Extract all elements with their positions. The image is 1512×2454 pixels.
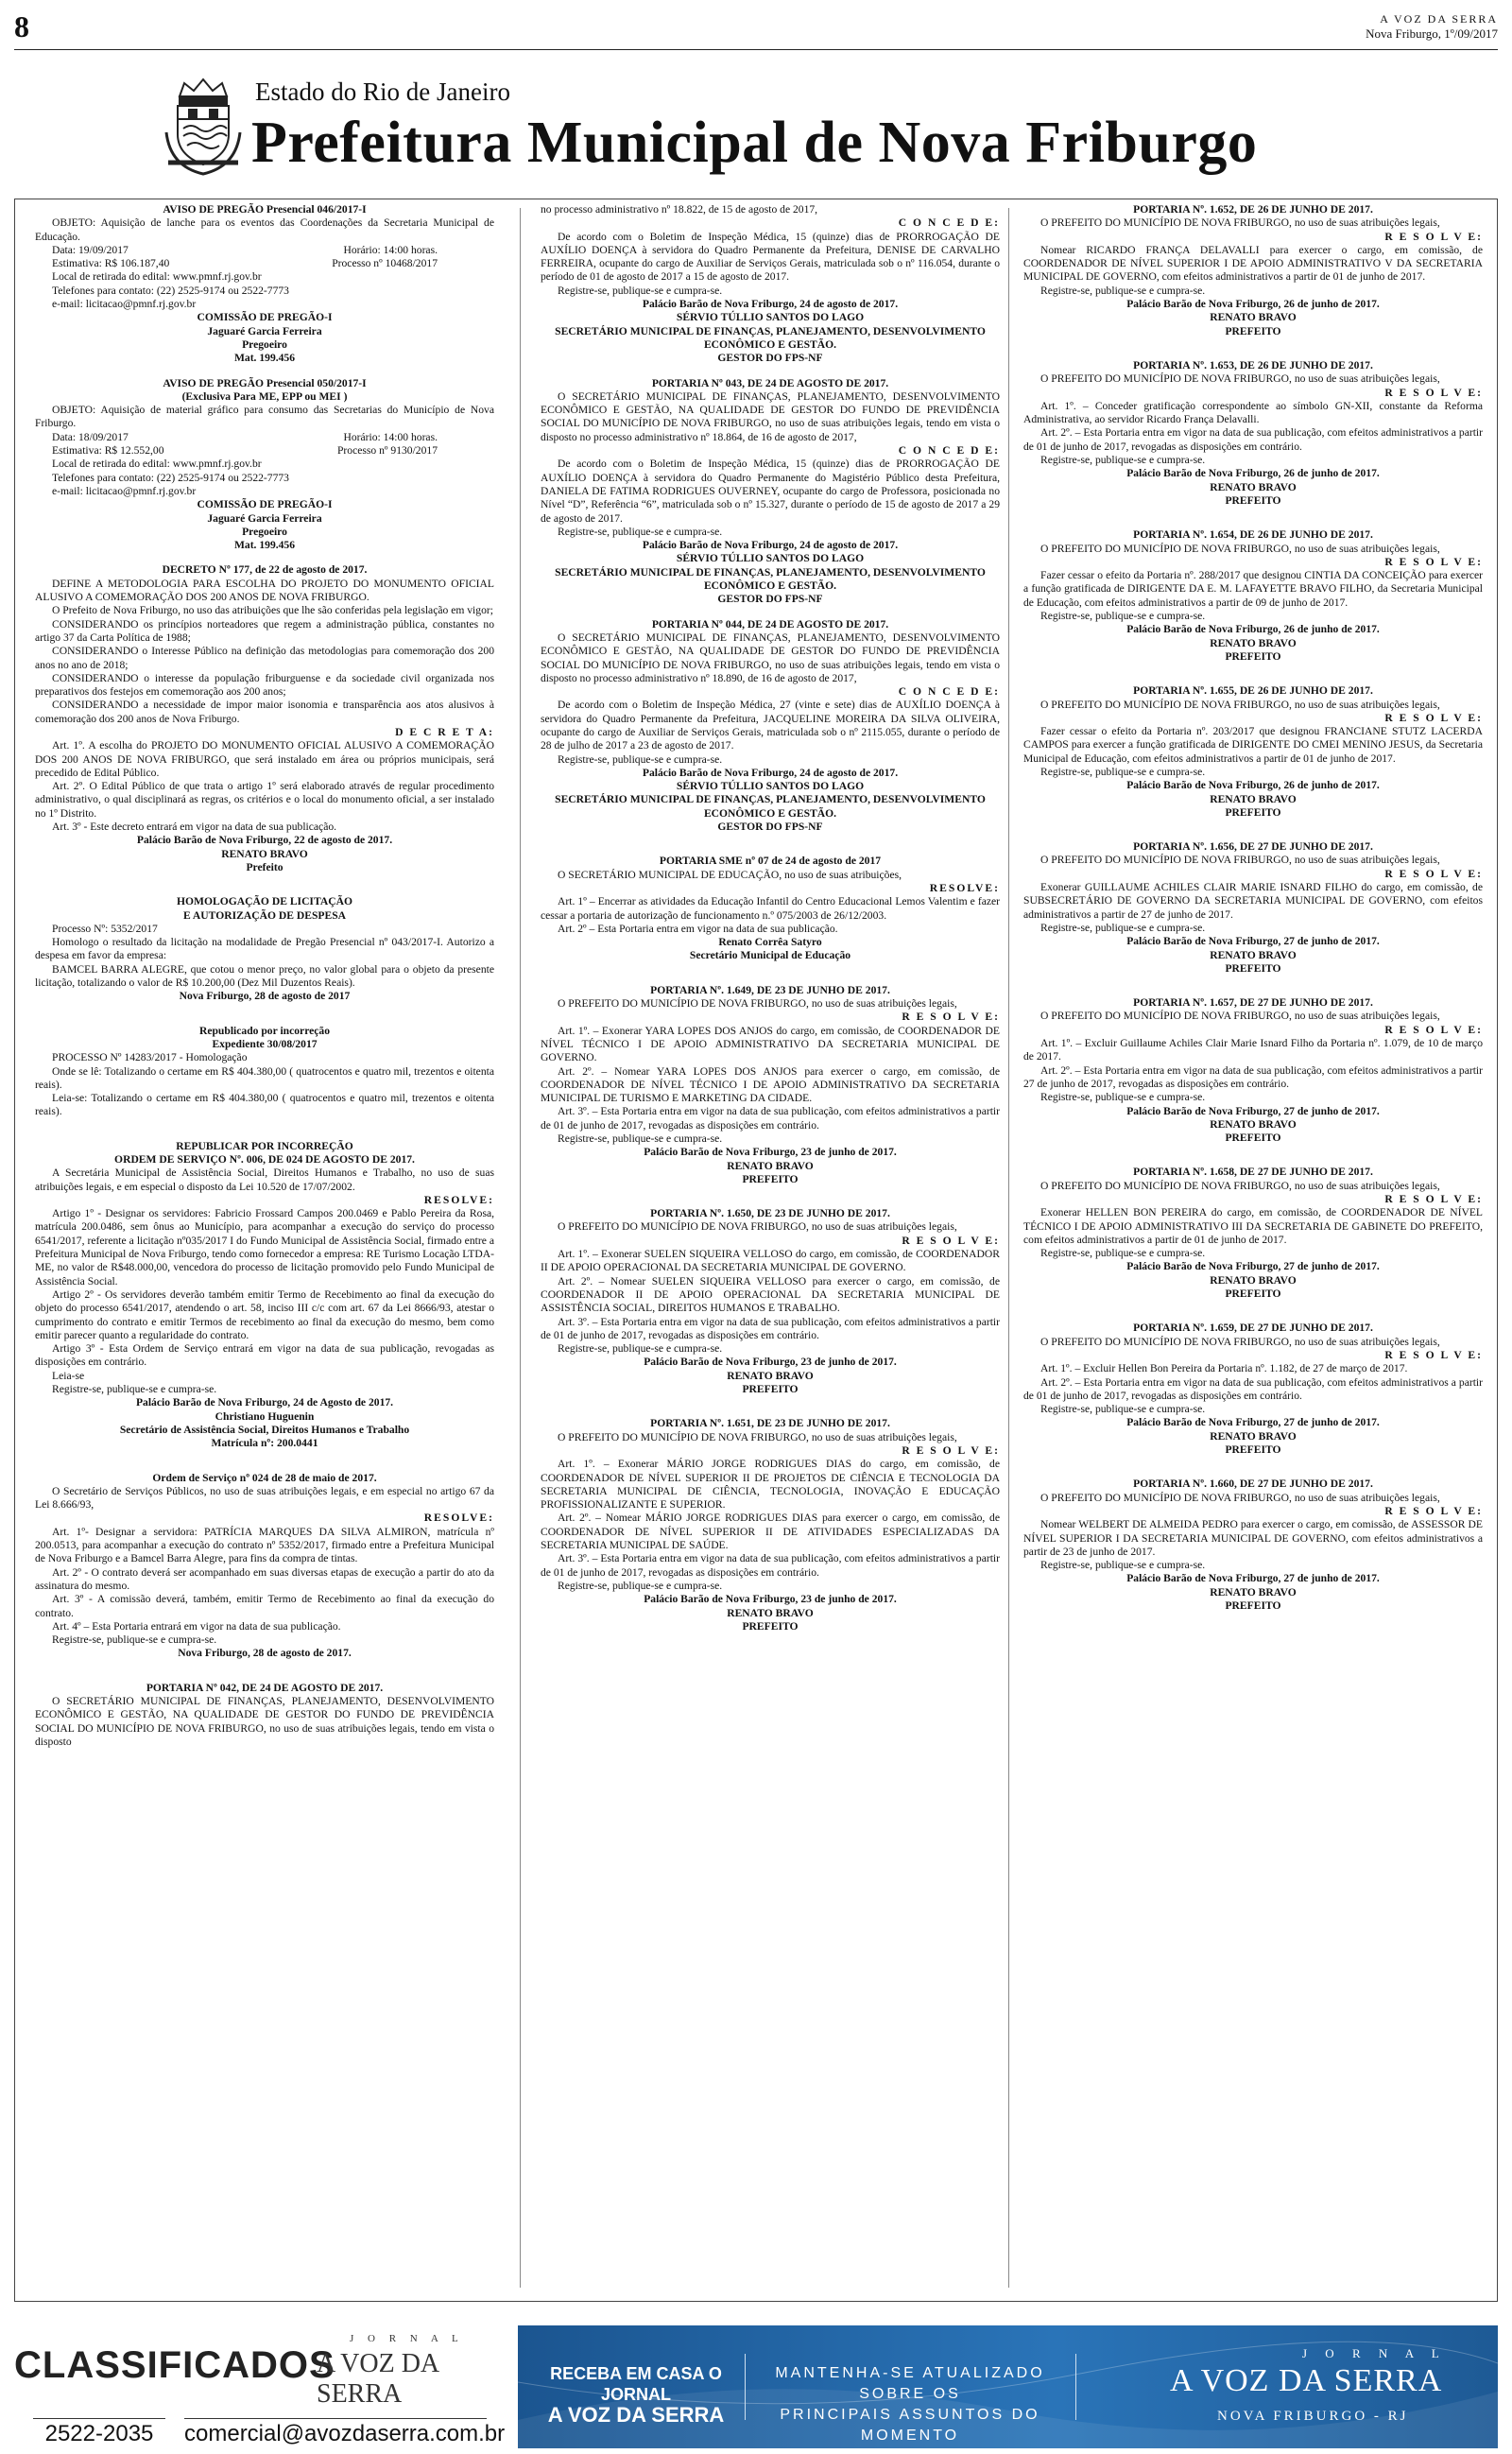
- body-paragraph: Art. 1º. – Exonerar YARA LOPES DOS ANJOS do cargo, em comissão, de COORDENADOR DE NÍVEL TÉCNICO I DE APOIO ADMINISTRATIVO DA SECRETARIA MUNICIPAL DE GOVERNO.: [541, 1024, 1000, 1064]
- info-row-left: Data: 18/09/2017: [52, 430, 129, 443]
- signature-line: Palácio Barão de Nova Friburgo, 23 de junho de 2017.: [644, 1356, 897, 1369]
- resolution-keyword: RESOLVE:: [423, 1512, 494, 1525]
- info-row-left: Data: 19/09/2017: [52, 243, 129, 256]
- body-paragraph: no processo administrativo nº 18.822, de 15 de agosto de 2017,: [541, 203, 818, 216]
- banner-divider: [1075, 2354, 1076, 2420]
- body-paragraph: Artigo 3º - Esta Ordem de Serviço entrará em vigor na data de sua publicação, revogadas as disposições em contrário.: [35, 1342, 494, 1369]
- body-paragraph: Art. 1º- Designar a servidora: PATRÍCIA MARQUES DA SILVA ALMIRON, matrícula nº 200.0513, para acompanhar a execução do contrato nº 5352/2017, firmado entre a Prefeitura Municipal de Nova Friburgo e a Bamcel Barra Alegre, para fins da compra de tintas.: [35, 1525, 494, 1565]
- signature-line: Palácio Barão de Nova Friburgo, 24 de Agosto de 2017.: [135, 1396, 394, 1409]
- signature-line: SECRETÁRIO MUNICIPAL DE FINANÇAS, PLANEJAMENTO, DESENVOLVIMENTO ECONÔMICO E GESTÃO.: [555, 565, 986, 593]
- resolution-keyword: R E S O L V E:: [1384, 1023, 1483, 1036]
- act-title: PORTARIA Nº. 1.660, DE 27 DE JUNHO DE 2017.: [1133, 1478, 1373, 1491]
- info-row: [35, 444, 494, 458]
- act-title: PORTARIA Nº. 1.649, DE 23 DE JUNHO DE 2017.: [650, 983, 890, 996]
- signature-line: PREFEITO: [1225, 324, 1281, 337]
- signature-line: Mat. 199.456: [233, 352, 296, 365]
- spacer: [541, 834, 1000, 843]
- body-paragraph: Registre-se, publique-se e cumpra-se.: [558, 1579, 723, 1592]
- body-paragraph: Leia-se: [52, 1369, 85, 1382]
- body-paragraph: Fazer cessar o efeito da Portaria nº. 288/2017 que designou CINTIA DA CONCEIÇÃO para exercer a função gratificada de DIRIGENTE DA E. M. LAFAYETTE BRAVO FILHO, da Secretaria Municipal de Educação, com efeitos administrativos a partir de 09 de junho de 2017.: [1023, 569, 1483, 609]
- column-divider: [520, 208, 521, 2288]
- city-label: NOVA FRIBURGO - RJ: [1217, 2409, 1409, 2424]
- signature-line: RENATO BRAVO: [1210, 1429, 1297, 1443]
- signature-line: (Exclusiva Para ME, EPP ou MEI ): [181, 389, 348, 403]
- subscription-banner[interactable]: [518, 2325, 1498, 2448]
- body-paragraph: Homologo o resultado da licitação na modalidade de Pregão Presencial nº 043/2017-I. Autorizo a despesa em favor da empresa:: [35, 936, 494, 962]
- signature-line: Jaguaré Garcia Ferreira: [207, 324, 322, 337]
- body-paragraph: Art. 2º. – Esta Portaria entra em vigor na data de sua publicação, com efeitos administrativos a partir 27 de junho de 2017, revogadas as disposições em contrário.: [1023, 1063, 1483, 1090]
- spacer: [1023, 1145, 1483, 1154]
- body-paragraph: Local de retirada do edital: www.pmnf.rj.gov.br: [52, 458, 262, 471]
- body-paragraph: De acordo com o Boletim de Inspeção Médica, 15 (quinze) dias de PRORROGAÇÃO DE AUXÍLIO DOENÇA à servidora do Quadro Permanente da Prefeitura, DENISE DE CARVALHO FERREIRA, ocupante do cargo de Auxiliar de Serviços Gerais, matriculada sob o nº 116.054, durante o período de 01 de agosto de 2017 a 15 de agosto de 2017.: [541, 230, 1000, 284]
- spacer: [541, 963, 1000, 973]
- body-paragraph: Local de retirada do edital: www.pmnf.rj.gov.br: [52, 270, 262, 284]
- body-paragraph: Registre-se, publique-se e cumpra-se.: [558, 1132, 723, 1145]
- signature-line: RENATO BRAVO: [1210, 311, 1297, 324]
- body-paragraph: Exonerar GUILLAUME ACHILES CLAIR MARIE ISNARD FILHO do cargo, em comissão, de SUBSECRETÁRIO DE GOVERNO DA SECRETARIA MUNICIPAL DE GOVERNO, com efeitos administrativos a partir de 27 de junho de 2017.: [1023, 881, 1483, 921]
- act-title: PORTARIA Nº. 1.657, DE 27 DE JUNHO DE 2017.: [1133, 996, 1373, 1010]
- signature-line: Palácio Barão de Nova Friburgo, 22 de agosto de 2017.: [136, 834, 393, 847]
- body-paragraph: Registre-se, publique-se e cumpra-se.: [558, 284, 723, 297]
- body-paragraph: O SECRETÁRIO MUNICIPAL DE EDUCAÇÃO, no uso de suas atribuições,: [558, 868, 902, 881]
- body-paragraph: Registre-se, publique-se e cumpra-se.: [52, 1633, 217, 1647]
- act-title: PORTARIA Nº 043, DE 24 DE AGOSTO DE 2017.: [651, 376, 889, 389]
- info-row-right: Processo nº 10468/2017: [332, 257, 438, 270]
- resolution-keyword: R E S O L V E:: [1384, 555, 1483, 568]
- body-paragraph: Telefones para contato: (22) 2525-9174 ou 2522-7773: [52, 471, 289, 484]
- body-paragraph: O PREFEITO DO MUNICÍPIO DE NOVA FRIBURGO, no uso de suas atribuições legais,: [1040, 542, 1440, 555]
- spacer: [1023, 1457, 1483, 1466]
- receba-line-1: RECEBA EM CASA O JORNAL: [550, 2364, 722, 2404]
- banner-divider: [745, 2354, 746, 2420]
- body-paragraph: Art. 1º. – Excluir Hellen Bon Pereira da Portaria nº. 1.182, de 27 de março de 2017.: [1040, 1362, 1408, 1375]
- body-paragraph: O SECRETÁRIO MUNICIPAL DE FINANÇAS, PLANEJAMENTO, DESENVOLVIMENTO ECONÔMICO E GESTÃO, NA QUALIDADE DE GESTOR DO FUNDO DE PREVIDÊNCIA SOCIAL DO MUNICÍPIO DE NOVA FRIBURGO, no uso de suas atribuições legais, tendo em vista o disposto no processo administrativo nº 18.864, de 16 de agosto de 2017,: [541, 389, 1000, 443]
- signature-line: PREFEITO: [1225, 1599, 1281, 1613]
- body-paragraph: O SECRETÁRIO MUNICIPAL DE FINANÇAS, PLANEJAMENTO, DESENVOLVIMENTO ECONÔMICO E GESTÃO, NA QUALIDADE DE GESTOR DO FUNDO DE PREVIDÊNCIA SOCIAL DO MUNICÍPIO DE NOVA FRIBURGO, no uso de suas atribuições legais, tendo em vista o disposto no processo administrativo nº 18.890, de 16 de agosto de 2017,: [541, 631, 1000, 684]
- spacer: [541, 1396, 1000, 1406]
- spacer: [35, 1661, 494, 1670]
- classificados-ad[interactable]: [14, 2325, 506, 2448]
- spacer: [35, 1119, 494, 1129]
- body-paragraph: Registre-se, publique-se e cumpra-se.: [52, 1383, 217, 1396]
- signature-line: PREFEITO: [1225, 961, 1281, 975]
- signature-line: Renato Corrêa Satyro: [718, 936, 822, 949]
- signature-line: GESTOR DO FPS-NF: [717, 821, 823, 834]
- body-paragraph: Art. 1º. – Conceder gratificação correspondente ao símbolo GN-XII, constante da Reforma Administrativa, ao servidor Ricardo França Delavalli.: [1023, 399, 1483, 426]
- info-row: [35, 257, 494, 270]
- signature-line: Jaguaré Garcia Ferreira: [207, 511, 322, 525]
- signature-line: Palácio Barão de Nova Friburgo, 23 de junho de 2017.: [644, 1593, 897, 1606]
- state-name: Estado do Rio de Janeiro: [255, 78, 510, 106]
- body-paragraph: Art. 3º - Este decreto entrará em vigor na data de sua publicação.: [52, 821, 337, 834]
- newspaper-logo-small: A VOZ DA SERRA: [317, 2349, 438, 2409]
- signature-line: PREFEITO: [742, 1172, 799, 1185]
- receba-text: [546, 2363, 726, 2426]
- act-title: PORTARIA Nº. 1.650, DE 23 DE JUNHO DE 2017.: [650, 1207, 890, 1220]
- act-title: PORTARIA Nº. 1.651, DE 23 DE JUNHO DE 2017.: [650, 1417, 890, 1430]
- body-paragraph: Art. 2º – Esta Portaria entra em vigor na data de sua publicação.: [558, 922, 838, 935]
- body-paragraph: PROCESSO Nº 14283/2017 - Homologação: [52, 1051, 248, 1064]
- signature-line: Matrícula nº: 200.0441: [211, 1437, 318, 1450]
- signature-line: Nova Friburgo, 28 de agosto de 2017: [179, 990, 351, 1003]
- signature-line: Pregoeiro: [242, 525, 287, 538]
- body-paragraph: Artigo 2º - Os servidores deverão também emitir Termo de Recebimento ao final da execução do objeto do processo 6541/2017, atendendo o art. 58, inciso III c/c com art. 67 da Lei 8666/93, atestar o cumprimento do contrato e emitir Termos de recebimento ao final da execução do mesmo, bem como emitir parecer quanto a regularidade do contrato.: [35, 1287, 494, 1341]
- jornal-label: J O R N A L: [350, 2333, 464, 2344]
- signature-line: GESTOR DO FPS-NF: [717, 593, 823, 606]
- spacer: [35, 1004, 494, 1013]
- body-paragraph: Art. 2º. – Nomear MÁRIO JORGE RODRIGUES DIAS para exercer o cargo, em comissão, de COORDENADOR DE NÍVEL SUPERIOR II DE ATIVIDADES ESPECIALIZADAS DA SECRETARIA MUNICIPAL DE SAÚDE.: [541, 1512, 1000, 1552]
- act-title: PORTARIA SME nº 07 de 24 de agosto de 2017: [659, 855, 882, 868]
- resolution-keyword: C O N C E D E:: [898, 444, 1000, 458]
- signature-line: Christiano Huguenin: [215, 1409, 315, 1423]
- footer: [0, 2321, 1512, 2454]
- column-3: [1023, 203, 1483, 2292]
- info-row-right: Processo nº 9130/2017: [336, 444, 438, 458]
- page-number: 8: [14, 9, 29, 43]
- body-paragraph: O PREFEITO DO MUNICÍPIO DE NOVA FRIBURGO, no uso de suas atribuições legais,: [558, 1220, 957, 1234]
- prefeitura-title: Prefeitura Municipal de Nova Friburgo: [251, 111, 1258, 175]
- body-paragraph: DEFINE A METODOLOGIA PARA ESCOLHA DO PROJETO DO MONUMENTO OFICIAL ALUSIVO A COMEMORAÇÃO DOS 200 ANOS DE NOVA FRIBURGO.: [35, 577, 494, 604]
- signature-line: ORDEM DE SERVIÇO Nº. 006, DE 024 DE AGOSTO DE 2017.: [114, 1153, 415, 1166]
- spacer: [1023, 976, 1483, 985]
- body-paragraph: BAMCEL BARRA ALEGRE, que cotou o menor preço, no valor global para o objeto da presente licitação, totalizando o valor de R$ 10.200,00 (Dez Mil Duzentos Reais).: [35, 962, 494, 990]
- body-paragraph: e-mail: licitacao@pmnf.rj.gov.br: [52, 484, 197, 497]
- body-paragraph: Art. 1º. – Exonerar MÁRIO JORGE RODRIGUES DIAS do cargo, em comissão, de COORDENADOR DE NÍVEL SUPERIOR II DE PROJETOS DE CIÊNCIA E TECNOLOGIA DA SECRETARIA MUNICIPAL DE CIÊNCIA, TECNOLOGIA, INOVAÇÃO E EDUCAÇÃO PROFISSIONALIZANTE E SUPERIOR.: [541, 1458, 1000, 1512]
- masthead: [161, 57, 1389, 184]
- signature-line: Palácio Barão de Nova Friburgo, 27 de junho de 2017.: [1126, 1416, 1380, 1429]
- signature-line: SÉRVIO TÚLLIO SANTOS DO LAGO: [676, 311, 865, 324]
- body-paragraph: Art. 4º – Esta Portaria entrará em vigor na data de sua publicação.: [52, 1619, 341, 1633]
- signature-line: RENATO BRAVO: [727, 1606, 814, 1619]
- info-row: [35, 431, 494, 444]
- act-title: HOMOLOGAÇÃO DE LICITAÇÃO: [177, 895, 352, 908]
- act-title: REPUBLICAR POR INCORREÇÃO: [176, 1139, 353, 1152]
- body-paragraph: Registre-se, publique-se e cumpra-se.: [1040, 1403, 1206, 1416]
- signature-line: PREFEITO: [1225, 1287, 1281, 1301]
- act-title: PORTARIA Nº. 1.654, DE 26 DE JUNHO DE 2017.: [1133, 528, 1373, 542]
- mantenha-text: [768, 2363, 1052, 2446]
- body-paragraph: Art. 1º – Encerrar as atividades da Educação Infantil do Centro Educacional Lemos Valentim e fazer cessar a portaria de autorização de funcionamento n.º 075/2003 de 26/12/2003.: [541, 895, 1000, 922]
- body-paragraph: Artigo 1º - Designar os servidores: Fabricio Frossard Campos 200.0469 e Pablo Pereira da Rosa, matrícula 200.0486, sem ônus ao Município, para acompanhar a execução do serviço do processo 6541/2017, referente a licitação nº035/2017 I do Fundo Municipal de Assistência Social, firmado entre a Prefeitura Municipal de Nova Friburgo, tendo como fornecedor a empresa: RE Turismo Locação LTDA-ME, no valor de R$48.000,00, vencedora do processo de licitação promovido pelo Fundo Municipal de Assistência Social.: [35, 1207, 494, 1287]
- signature-line: SECRETÁRIO MUNICIPAL DE FINANÇAS, PLANEJAMENTO, DESENVOLVIMENTO ECONÔMICO E GESTÃO.: [555, 324, 986, 351]
- body-paragraph: Art. 2º. – Esta Portaria entra em vigor na data de sua publicação, com efeitos administrativos a partir de 01 de junho de 2017, revogadas as disposições em contrário.: [1023, 426, 1483, 453]
- signature-line: RENATO BRAVO: [1210, 1585, 1297, 1599]
- body-paragraph: Registre-se, publique-se e cumpra-se.: [1040, 284, 1206, 297]
- body-paragraph: Leia-se: Totalizando o certame em R$ 404.380,00 ( quatrocentos e quatro mil, trezentos e oitenta reais).: [35, 1092, 494, 1118]
- body-paragraph: CONSIDERANDO a necessidade de impor maior isonomia e transparência aos atos alusivos à comemoração dos 200 anos de Nova Friburgo.: [35, 699, 494, 725]
- page-header: [14, 8, 1498, 50]
- act-title: PORTARIA Nº. 1.652, DE 26 DE JUNHO DE 2017.: [1133, 203, 1373, 216]
- signature-line: COMISSÃO DE PREGÃO-I: [197, 311, 333, 324]
- body-paragraph: Art. 3º - A comissão deverá, também, emitir Termo de Recebimento ao final da execução do contrato.: [35, 1593, 494, 1619]
- resolution-keyword: C O N C E D E:: [898, 216, 1000, 230]
- column-divider: [1008, 208, 1009, 2288]
- act-title: PORTARIA Nº 042, DE 24 DE AGOSTO DE 2017.: [146, 1681, 384, 1694]
- phone-number: 2522-2035: [33, 2418, 165, 2447]
- body-paragraph: Registre-se, publique-se e cumpra-se.: [1040, 1247, 1206, 1260]
- signature-line: Secretário de Assistência Social, Direitos Humanos e Trabalho: [119, 1423, 410, 1436]
- signature-line: Prefeito: [246, 860, 284, 873]
- classificados-label: CLASSIFICADOS: [14, 2344, 335, 2386]
- signature-line: Palácio Barão de Nova Friburgo, 26 de junho de 2017.: [1126, 467, 1380, 480]
- act-title: AVISO DE PREGÃO Presencial 050/2017-I: [163, 376, 367, 389]
- body-paragraph: O SECRETÁRIO MUNICIPAL DE FINANÇAS, PLANEJAMENTO, DESENVOLVIMENTO ECONÔMICO E GESTÃO, NA QUALIDADE DE GESTOR DO FUNDO DE PREVIDÊNCIA SOCIAL DO MUNICÍPIO DE NOVA FRIBURGO, no uso de suas atribuições legais, tendo em vista o disposto: [35, 1694, 494, 1748]
- resolution-keyword: C O N C E D E:: [898, 685, 1000, 699]
- act-title: PORTARIA Nº. 1.655, DE 26 DE JUNHO DE 2017.: [1133, 684, 1373, 698]
- body-paragraph: O PREFEITO DO MUNICÍPIO DE NOVA FRIBURGO, no uso de suas atribuições legais,: [558, 997, 957, 1011]
- signature-line: RENATO BRAVO: [727, 1369, 814, 1382]
- body-paragraph: O PREFEITO DO MUNICÍPIO DE NOVA FRIBURGO, no uso de suas atribuições legais,: [1040, 216, 1440, 230]
- column-2: [541, 203, 1000, 2292]
- resolution-keyword: R E S O L V E:: [902, 1443, 1000, 1457]
- resolution-keyword: R E S O L V E:: [1384, 230, 1483, 243]
- signature-line: COMISSÃO DE PREGÃO-I: [197, 498, 333, 511]
- body-paragraph: Art. 2º. – Nomear SUELEN SIQUEIRA VELLOSO para exercer o cargo, em comissão, de COORDENADOR II DE APOIO OPERACIONAL DA SECRETARIA MUNICIPAL DE ASSISTÊNCIA SOCIAL, DIREITOS HUMANOS E TRABALHO.: [541, 1274, 1000, 1315]
- info-row-right: Horário: 14:00 horas.: [343, 243, 438, 256]
- body-paragraph: O PREFEITO DO MUNICÍPIO DE NOVA FRIBURGO, no uso de suas atribuições legais,: [1040, 372, 1440, 386]
- info-row: [35, 244, 494, 257]
- body-paragraph: Art. 1º. – Excluir Guillaume Achiles Clair Marie Isnard Filho da Portaria nº. 1.079, de 10 de março de 2017.: [1023, 1037, 1483, 1063]
- spacer: [35, 874, 494, 884]
- signature-line: Palácio Barão de Nova Friburgo, 26 de junho de 2017.: [1126, 623, 1380, 636]
- act-title: Ordem de Serviço nº 024 de 28 de maio de 2017.: [152, 1471, 377, 1484]
- body-paragraph: Art. 3º. – Esta Portaria entra em vigor na data de sua publicação, com efeitos administrativos a partir de 01 de junho de 2017, revogadas as disposições em contrário.: [541, 1315, 1000, 1341]
- resolution-keyword: D E C R E T A:: [395, 725, 494, 738]
- act-title: PORTARIA Nº. 1.659, DE 27 DE JUNHO DE 2017.: [1133, 1322, 1373, 1335]
- publication-date: Nova Friburgo, 1º/09/2017: [1366, 26, 1498, 41]
- resolution-keyword: R E S O L V E:: [1384, 711, 1483, 724]
- body-paragraph: O PREFEITO DO MUNICÍPIO DE NOVA FRIBURGO, no uso de suas atribuições legais,: [1040, 854, 1440, 867]
- signature-line: Palácio Barão de Nova Friburgo, 26 de junho de 2017.: [1126, 779, 1380, 792]
- act-title: PORTARIA Nº. 1.658, DE 27 DE JUNHO DE 2017.: [1133, 1166, 1373, 1179]
- signature-line: RENATO BRAVO: [1210, 948, 1297, 961]
- signature-line: RENATO BRAVO: [1210, 1117, 1297, 1131]
- spacer: [541, 1186, 1000, 1196]
- signature-line: PREFEITO: [1225, 1132, 1281, 1145]
- signature-line: Secretário Municipal de Educação: [689, 949, 851, 962]
- signature-line: RENATO BRAVO: [1210, 636, 1297, 649]
- body-paragraph: Art. 1º. A escolha do PROJETO DO MONUMENTO OFICIAL ALUSIVO A COMEMORAÇÃO DOS 200 ANOS DE NOVA FRIBURGO, que será instalado em área ou próprios municipais, será precedido de Edital Público.: [35, 739, 494, 779]
- body-paragraph: CONSIDERANDO o interesse da população friburguense e da sociedade civil organizada nos preparativos dos festejos em comemoração aos 200 anos;: [35, 671, 494, 699]
- resolution-keyword: R E S O L V E:: [902, 1234, 1000, 1247]
- body-paragraph: O PREFEITO DO MUNICÍPIO DE NOVA FRIBURGO, no uso de suas atribuições legais,: [1040, 1010, 1440, 1023]
- act-title: DECRETO Nº 177, de 22 de agosto de 2017.: [162, 563, 368, 577]
- signature-line: RENATO BRAVO: [221, 847, 308, 860]
- column-1: [35, 203, 494, 2292]
- body-paragraph: Nomear WELBERT DE ALMEIDA PEDRO para exercer o cargo, em comissão, de ASSESSOR DE NÍVEL SUPERIOR I DA SECRETARIA MUNICIPAL DE GOVERNO, com efeitos administrativos a partir de 23 de junho de 2017.: [1023, 1518, 1483, 1558]
- body-paragraph: O Prefeito de Nova Friburgo, no uso das atribuições que lhe são conferidas pela legislação em vigor;: [52, 604, 493, 617]
- signature-line: GESTOR DO FPS-NF: [717, 352, 823, 365]
- signature-line: RENATO BRAVO: [727, 1159, 814, 1172]
- signature-line: Pregoeiro: [242, 337, 287, 351]
- resolution-keyword: RESOLVE:: [423, 1193, 494, 1206]
- body-paragraph: Telefones para contato: (22) 2525-9174 ou 2522-7773: [52, 284, 289, 297]
- signature-line: Palácio Barão de Nova Friburgo, 23 de junho de 2017.: [644, 1146, 897, 1159]
- body-paragraph: Registre-se, publique-se e cumpra-se.: [558, 525, 723, 538]
- spacer: [1023, 664, 1483, 673]
- signature-line: PREFEITO: [1225, 805, 1281, 819]
- resolution-keyword: R E S O L V E:: [1384, 1504, 1483, 1517]
- signature-line: PREFEITO: [1225, 1443, 1281, 1457]
- resolution-keyword: R E S O L V E:: [1384, 386, 1483, 399]
- act-title: PORTARIA Nº. 1.653, DE 26 DE JUNHO DE 2017.: [1133, 358, 1373, 372]
- signature-line: Expediente 30/08/2017: [212, 1037, 318, 1050]
- body-paragraph: A Secretária Municipal de Assistência Social, Direitos Humanos e Trabalho, no uso de suas atribuições legais, e em especial o disposto da Lei 10.520 de 17/07/2002.: [35, 1167, 494, 1193]
- act-title: Republicado por incorreção: [198, 1024, 331, 1037]
- signature-line: SÉRVIO TÚLLIO SANTOS DO LAGO: [676, 780, 865, 793]
- body-paragraph: Registre-se, publique-se e cumpra-se.: [1040, 610, 1206, 623]
- body-paragraph: Art. 3º. – Esta Portaria entra em vigor na data de sua publicação, com efeitos administrativos a partir de 01 de junho de 2017, revogadas as disposições em contrário.: [541, 1105, 1000, 1132]
- coat-of-arms-icon: [161, 76, 246, 178]
- signature-line: Palácio Barão de Nova Friburgo, 27 de junho de 2017.: [1126, 1260, 1380, 1273]
- body-paragraph: O PREFEITO DO MUNICÍPIO DE NOVA FRIBURGO, no uso de suas atribuições legais,: [558, 1430, 957, 1443]
- signature-line: Palácio Barão de Nova Friburgo, 27 de junho de 2017.: [1126, 935, 1380, 948]
- header-meta: [1366, 11, 1498, 42]
- mantenha-line-1: MANTENHA-SE ATUALIZADO SOBRE OS: [775, 2365, 1045, 2402]
- body-paragraph: Registre-se, publique-se e cumpra-se.: [558, 752, 723, 766]
- signature-line: E AUTORIZAÇÃO DE DESPESA: [182, 908, 347, 922]
- info-row-left: Estimativa: R$ 12.552,00: [52, 444, 164, 458]
- info-row-left: Estimativa: R$ 106.187,40: [52, 257, 170, 270]
- body-paragraph: De acordo com o Boletim de Inspeção Médica, 15 (quinze) dias de PRORROGAÇÃO DE AUXÍLIO DOENÇA à servidora do Quadro Permanente do Magistério Público desta Prefeitura, DANIELA DE FATIMA RODRIGUES OUVERNEY, ocupante do cargo de Professora, posicionada no Nível “D”, Referência “6”, matriculada sob o nº 15.327, durante o período de 15 de agosto de 2017 a 29 de agosto de 2017.: [541, 458, 1000, 525]
- body-paragraph: Art. 3º. – Esta Portaria entra em vigor na data de sua publicação, com efeitos administrativos a partir de 01 de junho de 2017, revogadas as disposições em contrário.: [541, 1552, 1000, 1579]
- body-paragraph: O Secretário de Serviços Públicos, no uso de suas atribuições legais, e em especial no artigo 67 da Lei 8.666/93,: [35, 1484, 494, 1512]
- mantenha-line-2: PRINCIPAIS ASSUNTOS DO MOMENTO: [780, 2407, 1040, 2444]
- body-paragraph: OBJETO: Aquisição de material gráfico para consumo das Secretarias do Município de Nova Friburgo.: [35, 404, 494, 430]
- signature-line: RENATO BRAVO: [1210, 1273, 1297, 1287]
- resolution-keyword: R E S O L V E:: [902, 1011, 1000, 1024]
- signature-line: Palácio Barão de Nova Friburgo, 24 de agosto de 2017.: [642, 298, 899, 311]
- signature-line: Palácio Barão de Nova Friburgo, 27 de junho de 2017.: [1126, 1104, 1380, 1117]
- spacer: [35, 1451, 494, 1460]
- body-paragraph: Onde se lê: Totalizando o certame em R$ 404.380,00 ( quatrocentos e quatro mil, trezentos e oitenta reais).: [35, 1064, 494, 1091]
- jornal-label-big: J O R N A L: [1302, 2346, 1447, 2360]
- resolution-keyword: R E S O L V E:: [1384, 867, 1483, 880]
- newspaper-logo-big: A VOZ DA SERRA: [1170, 2363, 1443, 2398]
- body-paragraph: Registre-se, publique-se e cumpra-se.: [558, 1342, 723, 1356]
- body-paragraph: Art. 2º. – Esta Portaria entra em vigor na data de sua publicação, com efeitos administrativos a partir de 01 de junho de 2017, revogadas as disposições em contrário.: [1023, 1375, 1483, 1402]
- body-paragraph: O PREFEITO DO MUNICÍPIO DE NOVA FRIBURGO, no uso de suas atribuições legais,: [1040, 1179, 1440, 1192]
- body-paragraph: CONSIDERANDO o Interesse Público na definição das metodologias para comemoração dos 200 anos no ano de 2018;: [35, 645, 494, 671]
- body-paragraph: Nomear RICARDO FRANÇA DELAVALLI para exercer o cargo, em comissão, de COORDENADOR DE NÍVEL SUPERIOR I DE APOIO ADMINISTRATIVO V DA SECRETARIA MUNICIPAL DE GOVERNO, com efeitos administrativos a partir de 01 de junho de 2017.: [1023, 243, 1483, 284]
- resolution-keyword: RESOLVE:: [929, 881, 1000, 894]
- signature-line: SÉRVIO TÚLLIO SANTOS DO LAGO: [676, 552, 865, 565]
- body-paragraph: O PREFEITO DO MUNICÍPIO DE NOVA FRIBURGO, no uso de suas atribuições legais,: [1040, 698, 1440, 711]
- act-title: PORTARIA Nº. 1.656, DE 27 DE JUNHO DE 2017.: [1133, 840, 1373, 854]
- signature-line: Palácio Barão de Nova Friburgo, 24 de agosto de 2017.: [642, 539, 899, 552]
- body-paragraph: De acordo com o Boletim de Inspeção Médica, 27 (vinte e sete) dias de AUXÍLIO DOENÇA à servidora do Quadro Permanente da Prefeitura, JACQUELINE MOREIRA DA SILVA OLIVEIRA, ocupante do cargo de Auxiliar de Serviços Gerais, matriculada sob o nº 2115.055, durante o período de 28 de julho de 2017 a 23 de agosto de 2017.: [541, 699, 1000, 752]
- body-paragraph: OBJETO: Aquisição de lanche para os eventos das Coordenações da Secretaria Municipal de Educação.: [35, 216, 494, 243]
- contact-email[interactable]: comercial@avozdaserra.com.br: [184, 2418, 487, 2447]
- body-paragraph: Registre-se, publique-se e cumpra-se.: [1040, 454, 1206, 467]
- publication-name: A VOZ DA SERRA: [1380, 12, 1498, 26]
- body-paragraph: Art. 2º. O Edital Público de que trata o artigo 1º será elaborado através de regular procedimento administrativo, o qual disciplinará as regras, os critérios e o local do monumento oficial, a ser instalado no 1º Distrito.: [35, 780, 494, 820]
- body-paragraph: Registre-se, publique-se e cumpra-se.: [1040, 1559, 1206, 1572]
- body-paragraph: Art. 2º. – Nomear YARA LOPES DOS ANJOS para exercer o cargo, em comissão, de COORDENADOR DE NÍVEL TÉCNICO I DE APOIO ADMINISTRATIVO DA SECRETARIA MUNICIPAL DE TURISMO E MARKETING DA CIDADE.: [541, 1064, 1000, 1105]
- signature-line: PREFEITO: [1225, 649, 1281, 663]
- body-paragraph: Exonerar HELLEN BON PEREIRA do cargo, em comissão, de COORDENADOR DE NÍVEL TÉCNICO I DE APOIO ADMINISTRATIVO III DA SECRETARIA DE GABINETE DO PREFEITO, com efeitos administrativos a partir de 01 de junho de 2017.: [1023, 1206, 1483, 1246]
- body-paragraph: Registre-se, publique-se e cumpra-se.: [1040, 921, 1206, 934]
- receba-line-2: A VOZ DA SERRA: [547, 2403, 725, 2427]
- info-row-right: Horário: 14:00 horas.: [343, 430, 438, 443]
- signature-line: PREFEITO: [742, 1383, 799, 1396]
- body-paragraph: Fazer cessar o efeito da Portaria nº. 203/2017 que designou FRANCIANE STUTZ LACERDA CAMPOS para exercer a função gratificada de DIRIGENTE DO CMEI MENINO JESUS, da Secretaria Municipal de Educação, com efeitos administrativos a partir de 01 de junho de 2017.: [1023, 725, 1483, 765]
- body-paragraph: O PREFEITO DO MUNICÍPIO DE NOVA FRIBURGO, no uso de suas atribuições legais,: [1040, 1491, 1440, 1504]
- signature-line: PREFEITO: [1225, 493, 1281, 507]
- signature-line: SECRETÁRIO MUNICIPAL DE FINANÇAS, PLANEJAMENTO, DESENVOLVIMENTO ECONÔMICO E GESTÃO.: [555, 793, 986, 820]
- body-paragraph: Registre-se, publique-se e cumpra-se.: [1040, 1091, 1206, 1104]
- body-paragraph: e-mail: licitacao@pmnf.rj.gov.br: [52, 298, 197, 311]
- spacer: [1023, 820, 1483, 829]
- body-paragraph: Registre-se, publique-se e cumpra-se.: [1040, 765, 1206, 778]
- spacer: [1023, 508, 1483, 517]
- act-title: PORTARIA Nº 044, DE 24 DE AGOSTO DE 2017.: [651, 617, 889, 631]
- signature-line: RENATO BRAVO: [1210, 792, 1297, 805]
- resolution-keyword: R E S O L V E:: [1384, 1193, 1483, 1205]
- resolution-keyword: R E S O L V E:: [1384, 1348, 1483, 1361]
- signature-line: PREFEITO: [742, 1619, 799, 1633]
- spacer: [1023, 1301, 1483, 1310]
- signature-line: Nova Friburgo, 28 de agosto de 2017.: [178, 1647, 352, 1660]
- body-paragraph: Art. 2º - O contrato deverá ser acompanhado em suas diversas etapas de execução a partir do ato da assinatura do mesmo.: [35, 1565, 494, 1592]
- body-paragraph: Art. 1º. – Exonerar SUELEN SIQUEIRA VELLOSO do cargo, em comissão, de COORDENADOR II DE APOIO OPERACIONAL DA SECRETARIA MUNICIPAL DE GOVERNO.: [541, 1248, 1000, 1274]
- signature-line: Palácio Barão de Nova Friburgo, 26 de junho de 2017.: [1126, 298, 1380, 311]
- body-paragraph: O PREFEITO DO MUNICÍPIO DE NOVA FRIBURGO, no uso de suas atribuições legais,: [1040, 1335, 1440, 1348]
- spacer: [1023, 338, 1483, 348]
- body-paragraph: Processo Nº: 5352/2017: [52, 922, 158, 935]
- act-title: AVISO DE PREGÃO Presencial 046/2017-I: [163, 203, 367, 216]
- body-paragraph: CONSIDERANDO os princípios norteadores que regem a administração pública, constantes no artigo 37 da Carta Política de 1988;: [35, 617, 494, 644]
- signature-line: Palácio Barão de Nova Friburgo, 24 de agosto de 2017.: [642, 766, 899, 779]
- signature-line: RENATO BRAVO: [1210, 480, 1297, 493]
- signature-line: Mat. 199.456: [233, 539, 296, 552]
- signature-line: Palácio Barão de Nova Friburgo, 27 de junho de 2017.: [1126, 1572, 1380, 1585]
